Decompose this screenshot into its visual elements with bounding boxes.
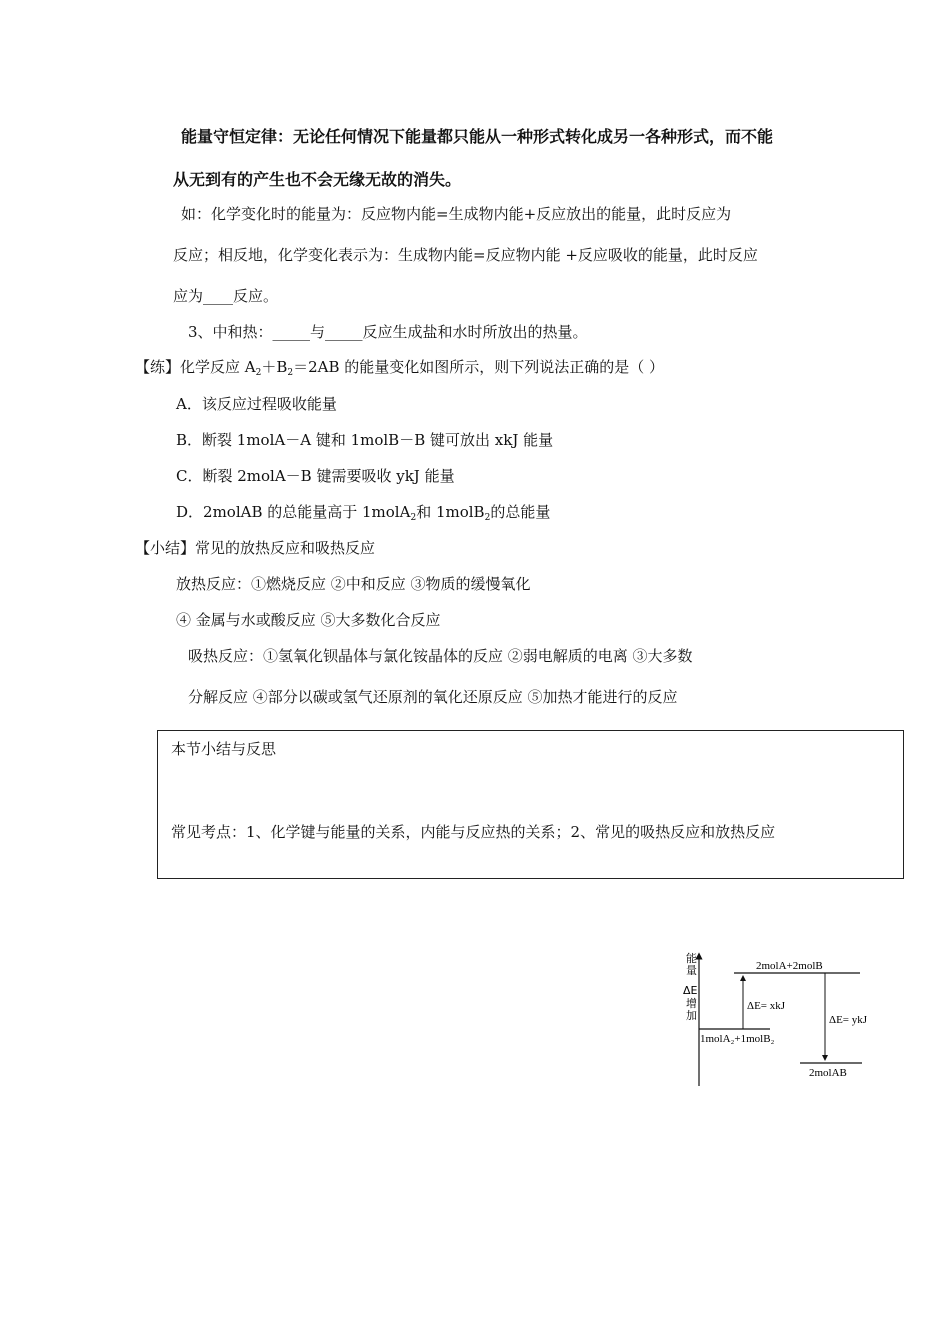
example-line-3: 应为____反应。 <box>173 287 279 305</box>
option-d-rest: 的总能量 <box>490 503 551 521</box>
level-right-label: 2molAB <box>809 1067 847 1079</box>
option-d-b: 和 1molB <box>416 503 485 521</box>
increase-char-1: 增 <box>686 997 697 1010</box>
endothermic-line-1: 吸热反应：①氢氧化钡晶体与氯化铵晶体的反应 ②弱电解质的电离 ③大多数 <box>188 647 693 665</box>
arrow-y-label: ΔE= ykJ <box>829 1014 868 1026</box>
example-line-1: 如：化学变化时的能量为：反应物内能=生成物内能+反应放出的能量，此时反应为 <box>181 205 732 223</box>
axis-char-2: 量 <box>686 964 697 977</box>
option-c: C．断裂 2molA－B 键需要吸收 ykJ 能量 <box>176 467 455 485</box>
exothermic-line-1: 放热反应：①燃烧反应 ②中和反应 ③物质的缓慢氧化 <box>176 575 531 593</box>
arrow-x-label: ΔE= xkJ <box>747 1000 786 1012</box>
exothermic-line-2: ④ 金属与水或酸反应 ⑤大多数化合反应 <box>176 611 441 629</box>
increase-char-2: 加 <box>686 1009 697 1022</box>
reflection-box <box>157 730 904 879</box>
exercise-stem-a: 【练】化学反应 A <box>135 358 256 376</box>
axis-char-1: 能 <box>686 952 697 965</box>
exercise-stem <box>135 357 664 383</box>
neutralization-heat: 3、中和热：_____与_____反应生成盐和水时所放出的热量。 <box>188 323 588 341</box>
option-d-a: D．2molAB 的总能量高于 1molA <box>176 503 411 521</box>
endothermic-line-2: 分解反应 ④部分以碳或氢气还原剂的氧化还原反应 ⑤加热才能进行的反应 <box>188 688 678 706</box>
option-b: B．断裂 1molA－A 键和 1molB－B 键可放出 xkJ 能量 <box>176 431 554 449</box>
law-line-1: 能量守恒定律：无论任何情况下能量都只能从一种形式转化成另一各种形式，而不能 <box>181 127 774 146</box>
exercise-stem-rest: ＝2AB 的能量变化如图所示，则下列说法正确的是（ ） <box>293 358 665 376</box>
delta-e-label: ΔE <box>683 984 698 997</box>
level-left-label: 1molA₂+1molB₂ <box>700 1033 775 1045</box>
axis-label-increase <box>686 997 701 1022</box>
option-d <box>176 502 550 528</box>
option-d-sub-2: 2 <box>484 513 491 523</box>
exercise-stem-b: ＋B <box>261 358 288 376</box>
option-a: A．该反应过程吸收能量 <box>176 395 337 413</box>
summary-heading: 【小结】常见的放热反应和吸热反应 <box>135 539 376 557</box>
option-d-sub-1: 2 <box>410 513 417 523</box>
reflection-content: 常见考点：1、化学键与能量的关系，内能与反应热的关系；2、常见的吸热反应和放热反应 <box>171 823 776 841</box>
exercise-stem-sub-2: 2 <box>287 368 294 378</box>
level-top-label: 2molA+2molB <box>756 960 823 972</box>
reflection-title: 本节小结与反思 <box>171 740 277 758</box>
law-line-2: 从无到有的产生也不会无缘无故的消失。 <box>173 170 462 189</box>
axis-label-energy <box>686 951 701 977</box>
exercise-stem-sub-1: 2 <box>255 368 262 378</box>
example-line-2: 反应；相反地，化学变化表示为：生成物内能=反应物内能 +反应吸收的能量，此时反应 <box>173 246 758 264</box>
